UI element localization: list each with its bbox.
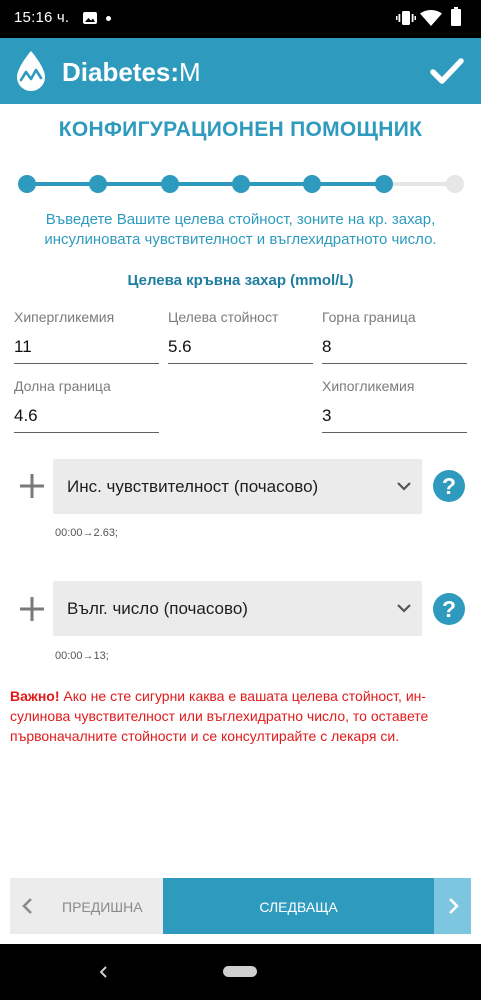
lower-limit-label: Долна граница [14,378,111,394]
status-time: 15:16 ч. [14,9,70,26]
app-bar [0,38,481,104]
wizard-navigation [10,878,471,934]
chevron-left-icon [20,897,36,915]
section-title: Целева кръвна захар (mmol/L) [127,272,354,289]
insulin-sensitivity-schedule: 00:00→2.63; [55,527,118,539]
progress-line-remaining [384,182,455,186]
carb-ratio-value: Вълг. число (почасово) [67,599,248,618]
chevron-right-icon [446,897,460,915]
upper-limit-input[interactable] [322,337,467,364]
app-logo-icon [14,50,48,92]
hyperglycemia-label: Хипергликемия [14,309,115,325]
insulin-sensitivity-help-icon[interactable]: ? [433,470,465,502]
back-icon[interactable] [96,963,110,981]
next-button[interactable] [163,878,434,934]
upper-limit-label: Горна граница [322,309,416,325]
carb-ratio-select[interactable] [53,581,422,636]
image-icon [83,12,97,24]
battery-icon [451,9,461,26]
target-label: Целева стойност [168,309,279,325]
target-field [168,309,313,364]
home-pill-icon[interactable] [223,966,257,977]
chevron-down-icon [396,600,412,616]
target-input[interactable] [168,337,313,364]
next-button-label: СЛЕДВАЩА [259,899,338,915]
vibrate-icon [396,10,416,26]
step-dot-completed [232,175,250,193]
brand-light: M [179,57,201,87]
lower-limit-input[interactable] [14,406,159,433]
insulin-sensitivity-value: Инс. чувствителност (почасово) [67,477,319,496]
step-dot-completed [89,175,107,193]
warning-bold: Важно! [10,688,60,704]
insulin-sensitivity-select[interactable] [53,459,422,514]
previous-button[interactable] [10,878,163,934]
add-sensitivity-plus-icon[interactable] [19,473,45,499]
instructions-text: Въведете Вашите целева стойност, зоните на кр. захар, инсулиновата чувствителност и въглехидратното число. [44,211,437,248]
hyperglycemia-field [14,309,159,364]
warning-text: Ако не сте сигурни каква е вашата целева стойност, ин-сулинова чувствителност или въглехидратно число, то оставете първоначалните стойности и се консултирайте с лекаря си. [10,688,429,744]
carb-ratio-schedule: 00:00→13; [55,650,109,662]
notification-dot-icon [106,16,111,21]
app-title [62,57,201,88]
step-dot-completed [161,175,179,193]
brand-bold: Diabetes: [62,57,180,87]
status-bar [0,0,481,38]
check-icon[interactable] [430,56,464,86]
add-carb-ratio-plus-icon[interactable] [19,596,45,622]
hyperglycemia-input[interactable] [14,337,159,364]
lower-limit-field [14,378,159,433]
hypoglycemia-field [322,378,467,433]
hypoglycemia-label: Хипогликемия [322,378,415,394]
carb-ratio-help-icon[interactable]: ? [433,593,465,625]
progress-line-completed [27,182,384,186]
next-arrow-button[interactable] [434,878,471,934]
warning-message [10,686,472,746]
wizard-title: КОНФИГУРАЦИОНЕН ПОМОЩНИК [58,118,423,141]
system-navigation-bar [0,944,481,1000]
chevron-down-icon [396,478,412,494]
upper-limit-field [322,309,467,364]
step-dot-completed [18,175,36,193]
step-dot-completed [303,175,321,193]
wifi-icon [420,10,442,26]
progress-stepper [18,174,464,194]
step-dot-pending [446,175,464,193]
hypoglycemia-input[interactable] [322,406,467,433]
previous-button-label: ПРЕДИШНА [62,899,143,915]
step-dot-completed [375,175,393,193]
